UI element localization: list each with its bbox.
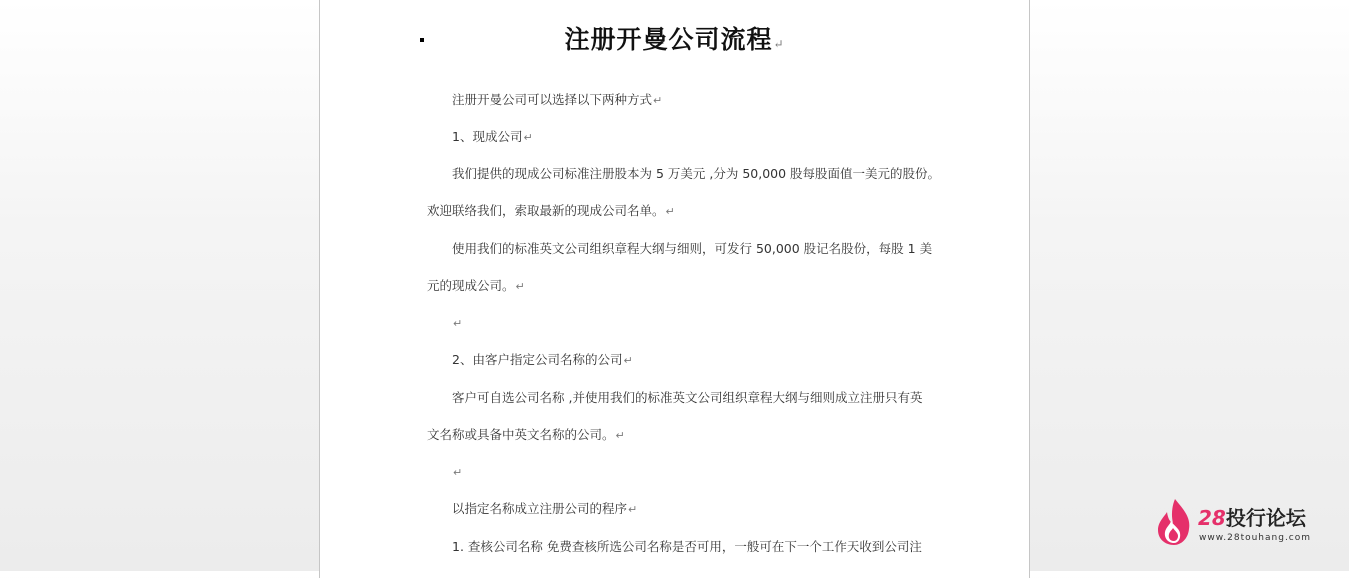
empty-paragraph: ↵ [453, 317, 463, 330]
paragraph-mark: ↵ [773, 37, 785, 51]
paragraph-line: 以指定名称成立注册公司的程序↵ [452, 501, 638, 516]
document-page [319, 0, 1030, 578]
watermark-logo [1155, 497, 1335, 549]
paragraph-line: 使用我们的标准英文公司组织章程大纲与细则，可发行 50,000 股记名股份，每股 1 美 [452, 241, 933, 256]
empty-paragraph: ↵ [453, 466, 463, 479]
document-title: 注册开曼公司流程↵ [564, 25, 785, 54]
paragraph-line: 欢迎联络我们，索取最新的现成公司名单。↵ [427, 203, 675, 218]
paragraph-line: 注册开曼公司可以选择以下两种方式↵ [452, 92, 663, 107]
paragraph-line: 2、由客户指定公司名称的公司↵ [452, 352, 633, 367]
paragraph-line: 1、现成公司↵ [452, 129, 533, 144]
logo-number: 28 [1198, 506, 1226, 530]
logo-url: www.28touhang.com [1199, 533, 1312, 543]
paragraph-line: 1. 查核公司名称 免费查核所选公司名称是否可用，一般可在下一个工作天收到公司注 [452, 539, 922, 554]
flame-icon [1155, 497, 1195, 547]
paragraph-line: 文名称或具备中英文名称的公司。↵ [427, 427, 625, 442]
paragraph-line: 元的现成公司。↵ [427, 278, 525, 293]
logo-title: 投行论坛 [1225, 506, 1306, 530]
paragraph-line: 客户可自选公司名称 ,并使用我们的标准英文公司组织章程大纲与细则成立注册只有英 [452, 390, 923, 405]
paragraph-line: 我们提供的现成公司标准注册股本为 5 万美元 ,分为 50,000 股每股面值一美元的股份。 [452, 166, 941, 181]
logo-name [1198, 507, 1306, 529]
